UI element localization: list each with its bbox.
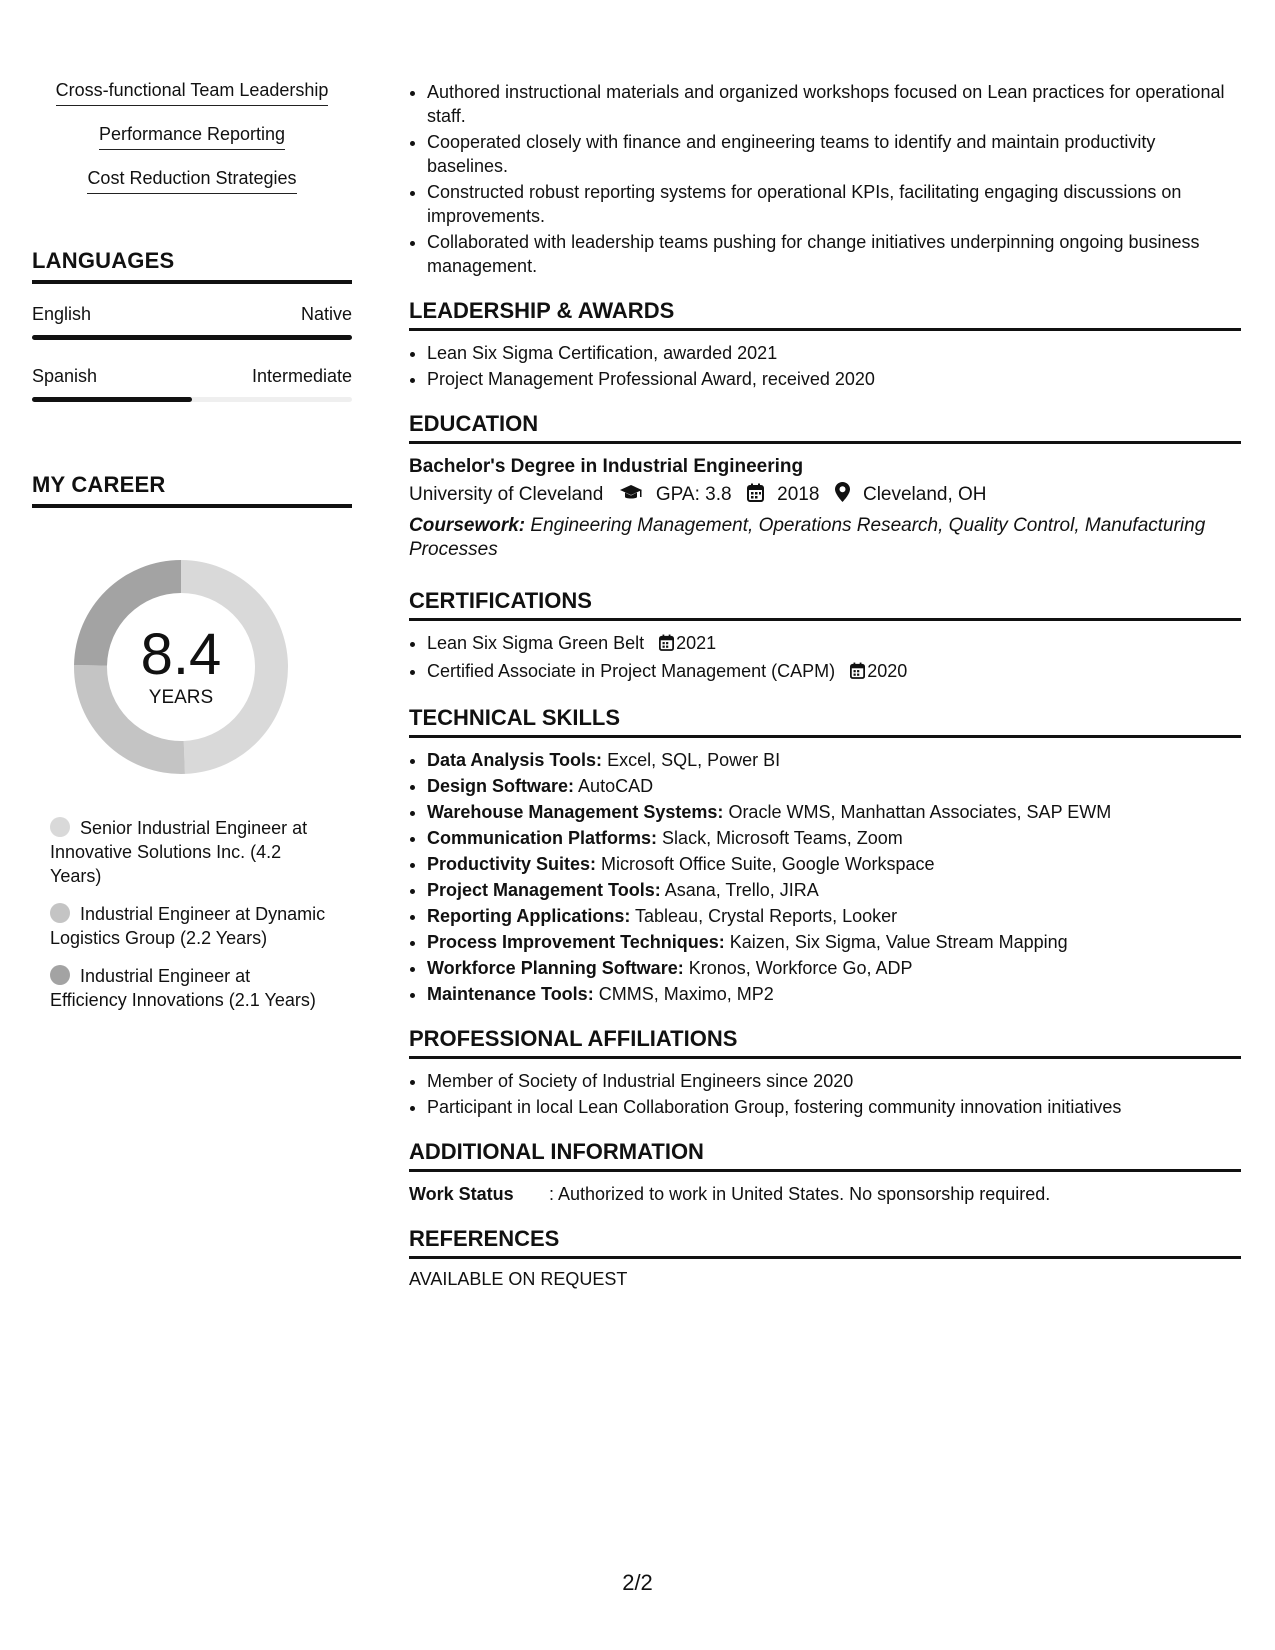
languages-title: LANGUAGES <box>32 248 352 284</box>
list-item: • Productivity Suites: Microsoft Office Suite, Google Workspace <box>427 852 1241 876</box>
list-item: • Participant in local Lean Collaboration Group, fostering community innovation initiatives <box>427 1095 1241 1119</box>
references-title: REFERENCES <box>409 1226 1241 1259</box>
language-bar-fill <box>32 397 192 402</box>
school: University of Cleveland <box>409 484 604 505</box>
career-item: Industrial Engineer at Efficiency Innovations (2.1 Years) <box>50 966 316 1010</box>
certifications-title: CERTIFICATIONS <box>409 588 1241 621</box>
map-pin-icon <box>835 482 850 512</box>
technical-skills-title: TECHNICAL SKILLS <box>409 705 1241 738</box>
education-details <box>409 480 1241 512</box>
career-legend <box>32 816 330 1012</box>
language-spanish <box>32 366 352 402</box>
additional-info-title: ADDITIONAL INFORMATION <box>409 1139 1241 1172</box>
language-name: Spanish <box>32 366 98 386</box>
list-item: • Reporting Applications: Tableau, Crystal Reports, Looker <box>427 904 1241 928</box>
list-item: • Design Software: AutoCAD <box>427 774 1241 798</box>
career-donut-chart <box>66 552 296 782</box>
list-item: • Project Management Professional Award, received 2020 <box>427 367 1241 391</box>
legend-dot <box>50 817 70 837</box>
list-item: • Collaborated with leadership teams pushing for change initiatives underpinning ongoing business management. <box>427 230 1241 278</box>
language-bar <box>32 397 352 402</box>
list-item: • Cooperated closely with finance and engineering teams to identify and maintain productivity baselines. <box>427 130 1241 178</box>
leadership-list <box>409 341 1241 391</box>
language-english <box>32 304 352 340</box>
career-total: 8.4 <box>140 622 222 687</box>
affiliations-list <box>409 1069 1241 1119</box>
skill-tags <box>32 78 352 210</box>
legend-dot <box>50 965 70 985</box>
list-item: • Project Management Tools: Asana, Trello, JIRA <box>427 878 1241 902</box>
list-item: • Constructed robust reporting systems for operational KPIs, facilitating engaging discussions on improvements. <box>427 180 1241 228</box>
sidebar <box>32 78 352 1026</box>
list-item: • Lean Six Sigma Certification, awarded 2021 <box>427 341 1241 365</box>
calendar-icon <box>659 633 674 657</box>
skill-tag: Cost Reduction Strategies <box>87 166 296 194</box>
list-item: • Workforce Planning Software: Kronos, Workforce Go, ADP <box>427 956 1241 980</box>
calendar-icon <box>850 661 865 685</box>
work-status-value: : Authorized to work in United States. No sponsorship required. <box>549 1184 1051 1204</box>
list-item: • Lean Six Sigma Green Belt 2021 <box>427 631 1241 657</box>
career-unit: YEARS <box>148 687 214 708</box>
work-status-label: Work Status <box>409 1184 514 1204</box>
list-item: • Certified Associate in Project Management (CAPM) 2020 <box>427 659 1241 685</box>
list-item: • Maintenance Tools: CMMS, Maximo, MP2 <box>427 982 1241 1006</box>
coursework <box>409 514 1241 562</box>
leadership-title: LEADERSHIP & AWARDS <box>409 298 1241 331</box>
list-item: • Communication Platforms: Slack, Microsoft Teams, Zoom <box>427 826 1241 850</box>
skill-tag: Cross-functional Team Leadership <box>56 78 329 106</box>
graduation-cap-icon <box>619 482 643 512</box>
degree: Bachelor's Degree in Industrial Engineering <box>409 456 804 477</box>
graduation-year: 2018 <box>777 484 820 505</box>
technical-skills-list <box>409 748 1241 1006</box>
list-item: • Process Improvement Techniques: Kaizen, Six Sigma, Value Stream Mapping <box>427 930 1241 954</box>
list-item: • Authored instructional materials and organized workshops focused on Lean practices for operational staff. <box>427 80 1241 128</box>
language-level: Intermediate <box>251 366 352 386</box>
skill-tag: Performance Reporting <box>99 122 285 150</box>
list-item: • Data Analysis Tools: Excel, SQL, Power BI <box>427 748 1241 772</box>
language-name: English <box>32 304 92 324</box>
language-level: Native <box>300 304 352 324</box>
language-bar-fill <box>32 335 352 340</box>
certifications-list <box>409 631 1241 685</box>
education-title: EDUCATION <box>409 411 1241 444</box>
page-number: 2/2 <box>622 1570 653 1595</box>
experience-bullets <box>409 80 1241 278</box>
work-status <box>409 1182 1241 1206</box>
gpa: GPA: 3.8 <box>655 484 732 505</box>
legend-dot <box>50 903 70 923</box>
career-title: MY CAREER <box>32 472 352 508</box>
career-item: Senior Industrial Engineer at Innovative Solutions Inc. (4.2 Years) <box>50 818 308 886</box>
coursework-label: Coursework: <box>409 515 526 536</box>
affiliations-title: PROFESSIONAL AFFILIATIONS <box>409 1026 1241 1059</box>
calendar-icon <box>747 482 764 512</box>
main-content <box>409 80 1241 1290</box>
references-text: AVAILABLE ON REQUEST <box>409 1269 628 1289</box>
career-item: Industrial Engineer at Dynamic Logistics Group (2.2 Years) <box>50 904 326 948</box>
coursework-list: Engineering Management, Operations Research, Quality Control, Manufacturing Processes <box>409 515 1206 560</box>
list-item: • Warehouse Management Systems: Oracle WMS, Manhattan Associates, SAP EWM <box>427 800 1241 824</box>
list-item: • Member of Society of Industrial Engineers since 2020 <box>427 1069 1241 1093</box>
language-bar <box>32 335 352 340</box>
location: Cleveland, OH <box>862 484 987 505</box>
